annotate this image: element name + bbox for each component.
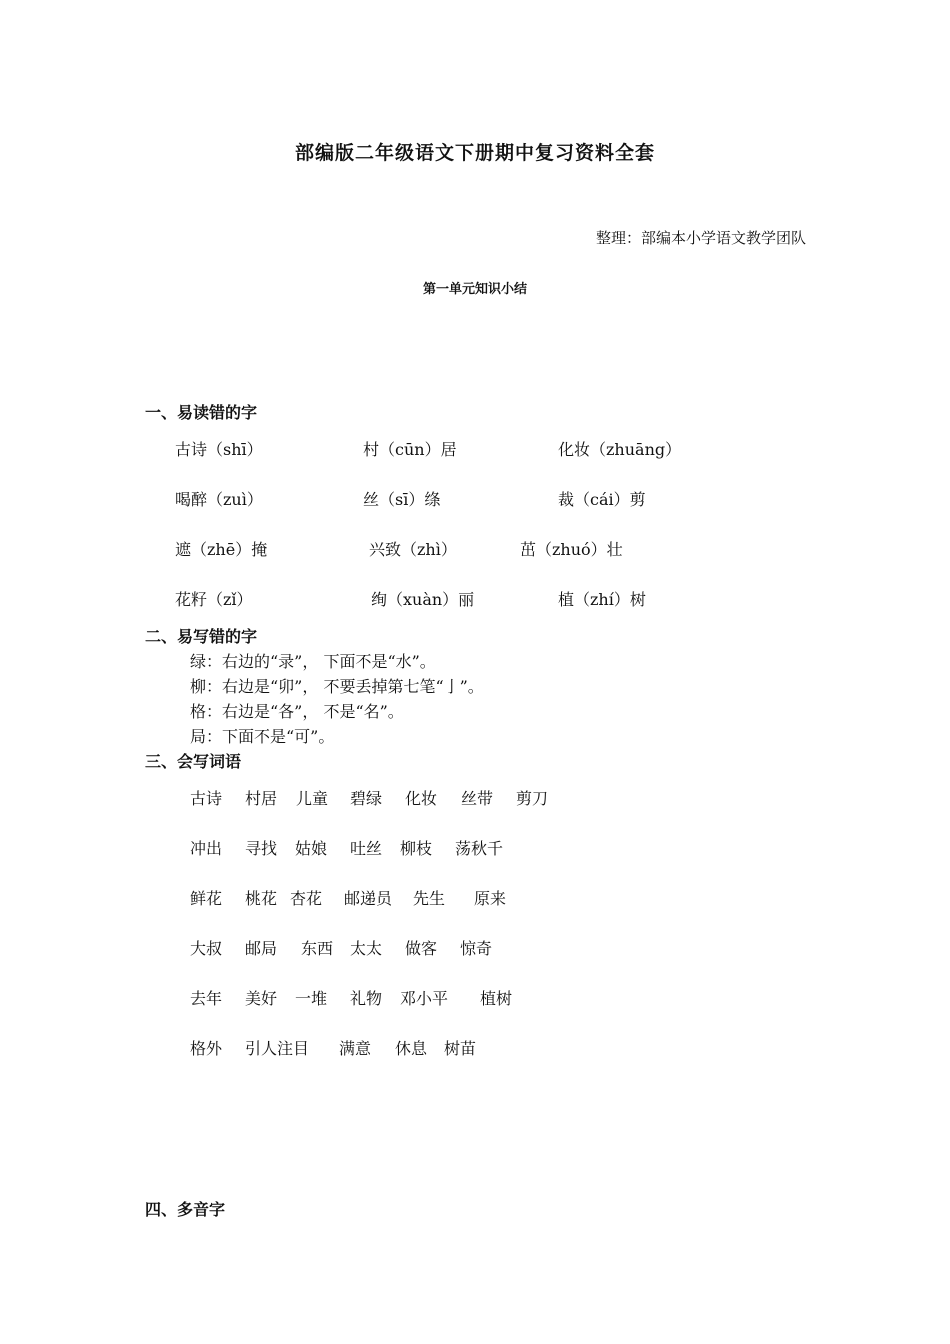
miswritten-note: 局：下面不是“可”。: [190, 727, 335, 746]
miswritten-note: 绿：右边的“录”， 下面不是“水”。: [190, 652, 436, 671]
misread-item: 绚（xuàn）丽: [371, 590, 475, 609]
misread-item: 花籽（zǐ）: [175, 590, 253, 609]
miswritten-note: 格：右边是“各”， 不是“名”。: [190, 702, 404, 721]
vocab-word: 树苗: [444, 1039, 477, 1058]
vocab-word: 鲜花: [190, 889, 223, 908]
misread-item: 化妆（zhuāng）: [558, 440, 682, 459]
vocab-word: 吐丝: [350, 839, 383, 858]
vocab-word: 寻找: [245, 839, 278, 858]
misread-item: 兴致（zhì）: [369, 540, 457, 559]
miswritten-note: 柳：右边是“卯”， 不要丢掉第七笔“亅”。: [190, 677, 484, 696]
vocab-word: 村居: [245, 789, 278, 808]
misread-item: 遮（zhē）掩: [175, 540, 268, 559]
misread-item: 植（zhí）树: [558, 590, 646, 609]
vocab-word: 姑娘: [295, 839, 328, 858]
vocab-word: 儿童: [296, 789, 329, 808]
vocab-word: 休息: [395, 1039, 428, 1058]
vocab-word: 邓小平: [400, 989, 449, 1008]
vocab-word: 礼物: [350, 989, 383, 1008]
vocab-word: 惊奇: [460, 939, 493, 958]
misread-item: 裁（cái）剪: [558, 490, 646, 509]
document-title: 部编版二年级语文下册期中复习资料全套: [294, 142, 655, 164]
vocab-word: 太太: [350, 939, 383, 958]
vocab-word: 杏花: [290, 889, 323, 908]
misread-item: 古诗（shī）: [175, 440, 263, 459]
vocab-word: 满意: [339, 1039, 372, 1058]
vocab-word: 先生: [413, 889, 446, 908]
vocab-word: 碧绿: [350, 789, 383, 808]
section-heading-misread: 一、易读错的字: [145, 403, 258, 422]
compiler-credit: 整理：部编本小学语文教学团队: [595, 229, 806, 247]
vocab-word: 剪刀: [516, 789, 549, 808]
vocab-word: 古诗: [190, 789, 223, 808]
vocab-word: 引人注目: [245, 1039, 310, 1058]
vocab-word: 邮递员: [344, 889, 393, 908]
vocab-word: 植树: [480, 989, 513, 1008]
vocab-word: 柳枝: [400, 839, 433, 858]
vocab-word: 做客: [405, 939, 438, 958]
vocab-word: 去年: [190, 989, 223, 1008]
vocab-word: 东西: [301, 939, 334, 958]
section-heading-polyphonic: 四、多音字: [145, 1200, 226, 1219]
vocab-word: 化妆: [405, 789, 438, 808]
vocab-word: 桃花: [245, 889, 278, 908]
misread-item: 茁（zhuó）壮: [520, 540, 623, 559]
vocab-word: 美好: [245, 989, 278, 1008]
section-heading-vocabulary: 三、会写词语: [145, 752, 242, 771]
vocab-word: 大叔: [190, 939, 223, 958]
misread-item: 村（cūn）居: [363, 440, 457, 459]
unit-title: 第一单元知识小结: [422, 282, 527, 297]
vocab-word: 原来: [474, 889, 507, 908]
section-heading-miswritten: 二、易写错的字: [145, 627, 258, 646]
vocab-word: 冲出: [190, 839, 223, 858]
misread-item: 丝（sī）绦: [363, 490, 441, 509]
vocab-word: 格外: [190, 1039, 223, 1058]
vocab-word: 丝带: [461, 789, 494, 808]
vocab-word: 邮局: [245, 939, 278, 958]
vocab-word: 一堆: [295, 989, 328, 1008]
vocab-word: 荡秋千: [455, 839, 504, 858]
misread-item: 喝醉（zuì）: [175, 490, 263, 509]
